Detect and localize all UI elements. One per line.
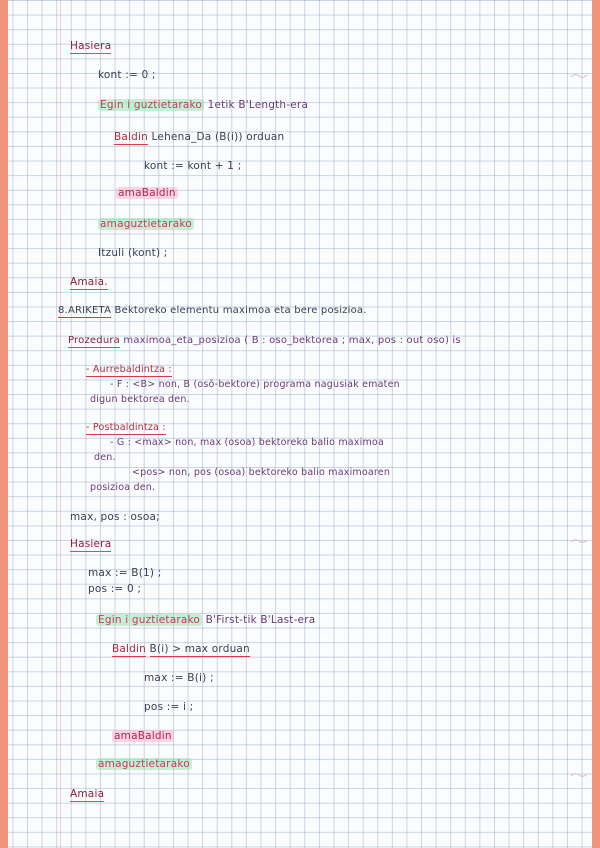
margin-line [60,0,61,848]
margin-scribble-1 [570,72,588,80]
postcondition-text-2: den. [94,452,116,463]
line-kont-increment: kont := kont + 1 ; [144,160,242,172]
line-amabaldin-1: amaBaldin [118,187,176,199]
line-amaguztietarako-2: amaguztietarako [98,758,190,770]
line-kont-init: kont := 0 ; [98,69,156,81]
notebook-page [8,0,592,848]
exercise-title: 8.ARIKETA Bektoreko elementu maximoa eta bere posizioa. [58,305,367,316]
precondition-label: - Aurrebaldintza : [86,364,172,375]
line-baldin-1: Baldin Lehena_Da (B(i)) orduan [114,131,285,143]
heading-amaia-1: Amaia. [70,276,108,288]
heading-amaia-2: Amaia [70,788,105,800]
precondition-text-2: digun bektorea den. [90,394,190,405]
heading-hasiera-1: Hasiera [70,40,112,52]
line-baldin-2: Baldin B(i) > max orduan [112,643,250,655]
heading-hasiera-2: Hasiera [70,538,112,550]
line-max-assign: max := B(i) ; [144,672,214,684]
line-amaguztietarako-1: amaguztietarako [100,218,192,230]
line-itzuli: Itzuli (kont) ; [98,247,168,259]
line-max-init: max := B(1) ; [88,567,162,579]
line-declaration: max, pos : osoa; [70,511,160,523]
postcondition-text-1: - G : <max> non, max (osoa) bektoreko balio maximoa [110,437,384,448]
procedure-header: Prozedura maximoa_eta_posizioa ( B : oso_bektorea ; max, pos : out oso) is [68,335,461,346]
postcondition-label: - Postbaldintza : [86,422,166,433]
line-pos-init: pos := 0 ; [88,583,142,595]
line-amabaldin-2: amaBaldin [114,730,172,742]
line-egin-loop-2: Egin i guztietarako B'First-tik B'Last-era [98,614,316,626]
precondition-text-1: - F : <B> non, B (osõ-bektore) programa nagusiak ematen [110,379,400,390]
line-egin-loop-1: Egin i guztietarako 1etik B'Length-era [100,99,309,111]
margin-scribble-3 [570,771,588,779]
line-pos-assign: pos := i ; [144,701,194,713]
postcondition-text-4: posizioa den. [90,482,156,493]
margin-scribble-2 [570,537,588,545]
postcondition-text-3: <pos> non, pos (osoa) bektoreko balio maximoaren [132,467,391,478]
